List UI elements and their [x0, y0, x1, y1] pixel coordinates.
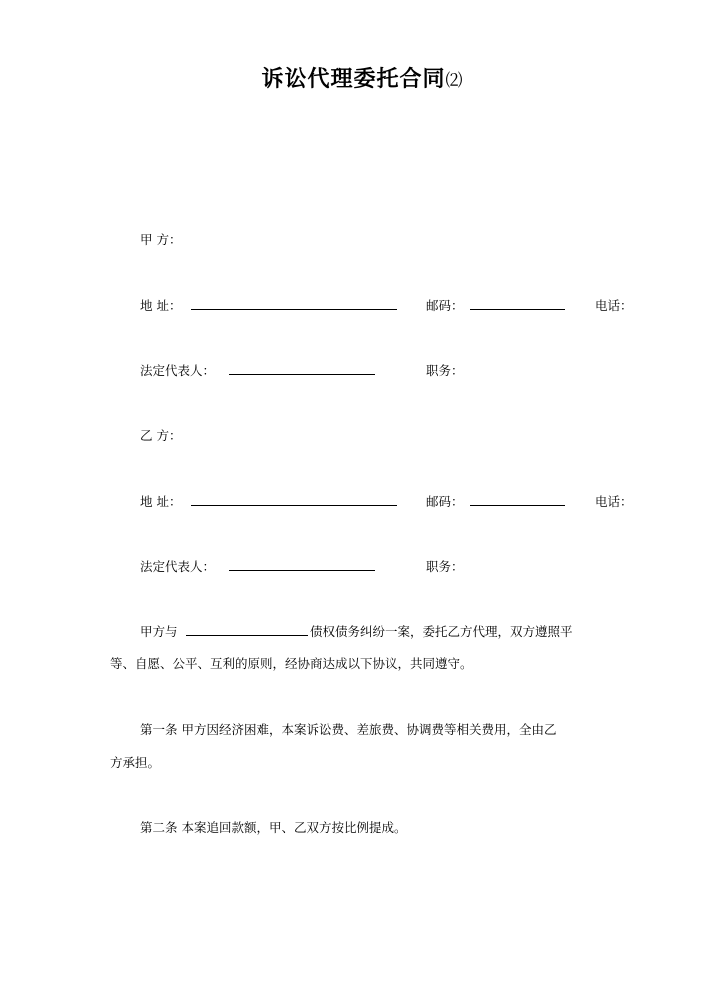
intro-line2: 等、自愿、公平、互利的原则，经协商达成以下协议，共同遵守。: [110, 656, 473, 671]
party-b-legal-rep-label: 法定代表人：: [140, 559, 216, 574]
title-suffix: ⑵: [445, 71, 464, 91]
clause-1-line2: 方承担。: [110, 755, 161, 770]
party-a-postcode-field[interactable]: [470, 297, 565, 310]
party-a-address-field[interactable]: [191, 297, 397, 310]
document-title: [0, 62, 725, 93]
party-b-phone-label: 电话：: [595, 494, 633, 509]
party-b-address-label: 地 址：: [140, 494, 182, 509]
clause-1-line1: 第一条 甲方因经济困难，本案诉讼费、差旅费、协调费等相关费用，全由乙: [140, 722, 557, 737]
intro-prefix: 甲方与: [140, 624, 178, 639]
party-a-postcode-label: 邮码：: [426, 298, 464, 313]
party-a-legal-rep-label: 法定代表人：: [140, 363, 216, 378]
title-main: 诉讼代理委托合同: [261, 67, 446, 92]
party-a-label: 甲 方：: [140, 232, 182, 247]
party-b-postcode-field[interactable]: [470, 493, 565, 506]
party-a-phone-label: 电话：: [595, 298, 633, 313]
opponent-name-field[interactable]: [186, 623, 308, 636]
party-b-address-field[interactable]: [191, 493, 397, 506]
party-b-label: 乙 方：: [140, 428, 182, 443]
party-a-address-label: 地 址：: [140, 298, 182, 313]
party-b-postcode-label: 邮码：: [426, 494, 464, 509]
clause-2-line1: 第二条 本案追回款额，甲、乙双方按比例提成。: [140, 820, 407, 835]
party-b-legal-rep-field[interactable]: [229, 558, 375, 571]
party-a-position-label: 职务：: [426, 363, 464, 378]
party-a-legal-rep-field[interactable]: [229, 362, 375, 375]
party-b-position-label: 职务：: [426, 559, 464, 574]
intro-line1-rest: 债权债务纠纷一案，委托乙方代理，双方遵照平: [310, 624, 573, 639]
